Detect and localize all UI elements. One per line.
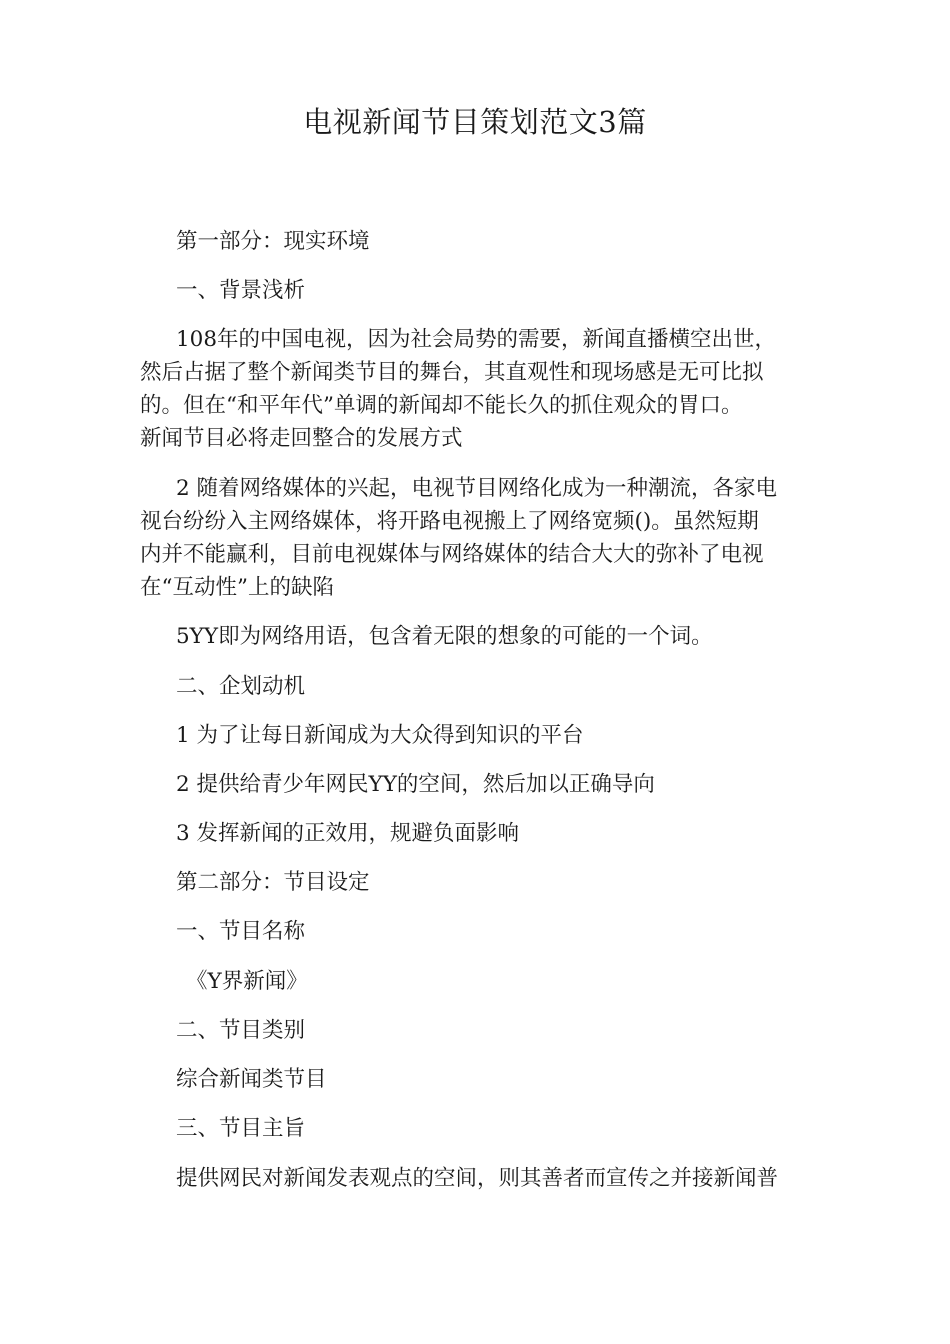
document-title: 电视新闻节目策划范文3篇 bbox=[303, 105, 647, 139]
paragraph-line: 在“互动性”上的缺陷 bbox=[140, 575, 334, 600]
paragraph-line: 视台纷纷入主网络媒体，将开路电视搬上了网络宽频()。虽然短期 bbox=[140, 509, 759, 534]
paragraph-line: 108年的中国电视，因为社会局势的需要，新闻直播横空出世， bbox=[176, 327, 777, 352]
subsection-heading: 二、节目类别 bbox=[176, 1018, 306, 1043]
paragraph-line: 2 随着网络媒体的兴起，电视节目网络化成为一种潮流，各家电 bbox=[176, 476, 778, 501]
paragraph-line: 的。但在“和平年代”单调的新闻却不能长久的抓住观众的胃口。 bbox=[140, 393, 743, 418]
paragraph-line: 新闻节目必将走回整合的发展方式 bbox=[140, 426, 463, 451]
subsection-heading: 一、节目名称 bbox=[176, 919, 306, 944]
section-heading: 第二部分：节目设定 bbox=[176, 870, 370, 895]
list-item: 3 发挥新闻的正效用，规避负面影响 bbox=[176, 821, 520, 846]
section-heading: 第一部分：现实环境 bbox=[176, 229, 370, 254]
subsection-heading: 一、背景浅析 bbox=[176, 278, 306, 303]
list-item: 1 为了让每日新闻成为大众得到知识的平台 bbox=[176, 723, 584, 748]
paragraph-line: 提供网民对新闻发表观点的空间，则其善者而宣传之并接新闻普 bbox=[176, 1166, 779, 1191]
subsection-heading: 二、企划动机 bbox=[176, 674, 306, 699]
paragraph-line: 内并不能赢利，目前电视媒体与网络媒体的结合大大的弥补了电视 bbox=[140, 542, 764, 567]
paragraph-line: 综合新闻类节目 bbox=[176, 1067, 327, 1092]
list-item: 2 提供给青少年网民YY的空间，然后加以正确导向 bbox=[176, 772, 655, 797]
subsection-heading: 三、节目主旨 bbox=[176, 1116, 306, 1141]
paragraph-line: 5YY即为网络用语，包含着无限的想象的可能的一个词。 bbox=[176, 624, 713, 649]
program-name: 《Y界新闻》 bbox=[186, 969, 308, 994]
paragraph-line: 然后占据了整个新闻类节目的舞台，其直观性和现场感是无可比拟 bbox=[140, 360, 764, 385]
